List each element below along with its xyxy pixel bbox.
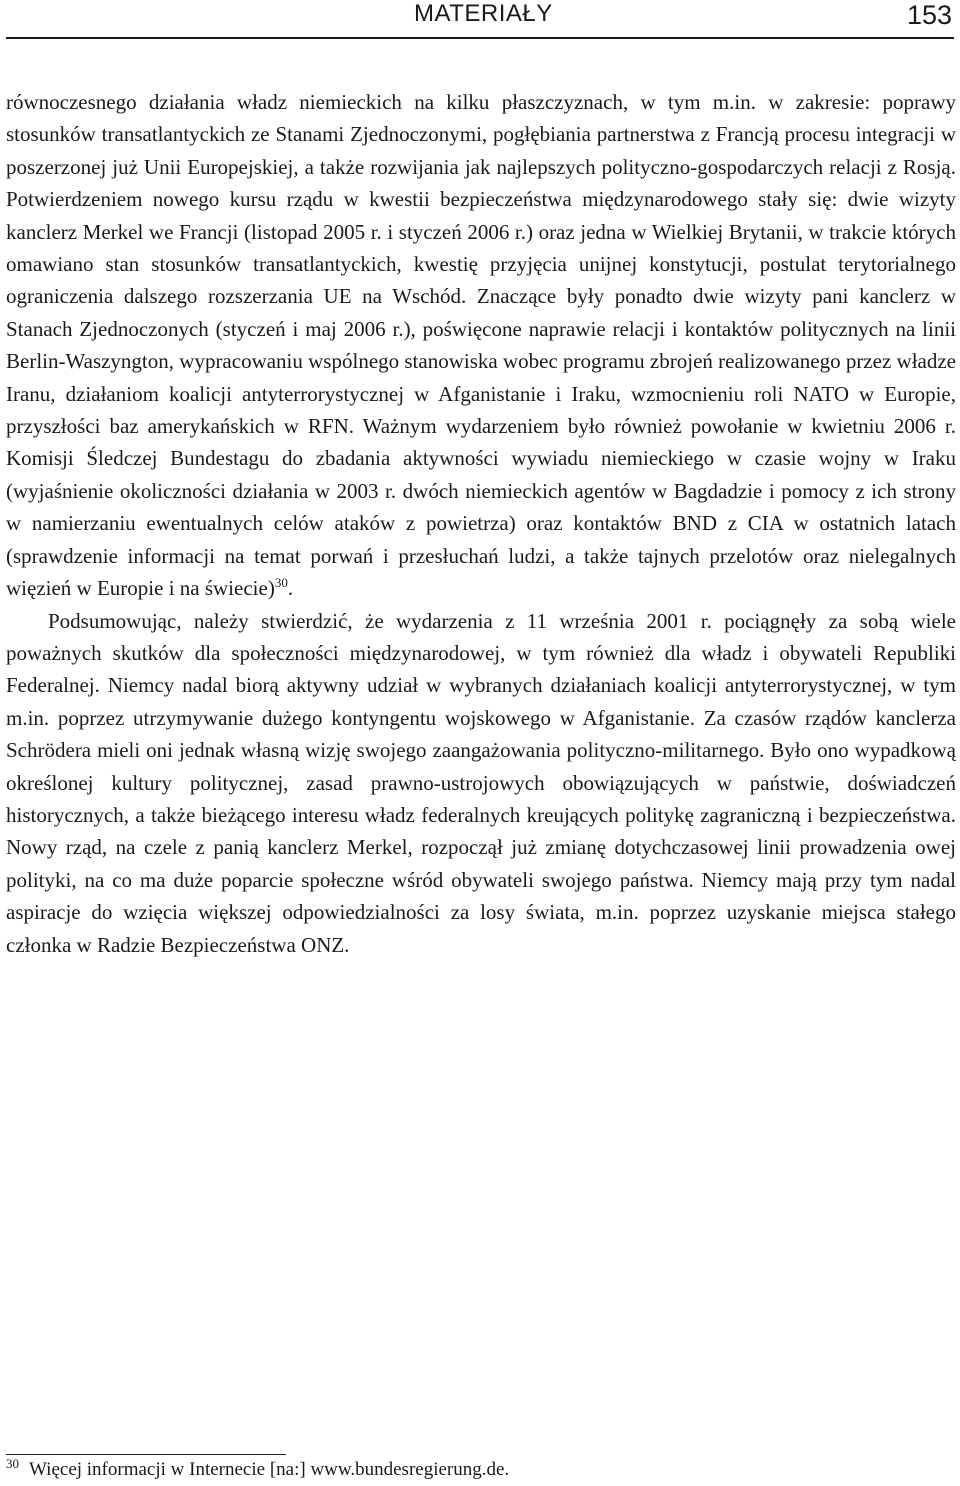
page-number: 153 [906, 0, 952, 30]
footnote-rule [6, 1454, 286, 1455]
body-text [6, 86, 956, 961]
paragraph-1-tail: . [287, 576, 294, 601]
footnote-reference[interactable]: 30 [274, 575, 288, 591]
footnote-text: Więcej informacji w Internecie [na:] www.bundesregierung.de. [29, 1459, 510, 1480]
paragraph-1 [6, 86, 956, 605]
paragraph-1-text: równoczesnego działania władz niemieckich na kilku płaszczyznach, w tym m.in. w zakresie: poprawy stosunków transatlantyckich ze Stanami Zjednoczonymi, pogłębiania partnerstwa z Francją procesu integracji w poszerzonej już Unii Europejskiej, a także rozwijania jak najlepszych polityczno-gospodarczych relacji z Rosją. Potwierdzeniem nowego kursu rządu w kwestii bezpieczeństwa międzynarodowego stały się: dwie wizyty kanclerz Merkel we Francji (listopad 2005 r. i styczeń 2006 r.) oraz jedna w Wielkiej Brytanii, w trakcie których omawiano stan stosunków transatlantyckich, kwestię przyjęcia unijnej konstytucji, postulat terytorialnego ograniczenia dalszego rozszerzania UE na Wschód. Znaczące były ponadto dwie wizyty pani kanclerz w Stanach Zjednoczonych (styczeń i maj 2006 r.), poświęcone naprawie relacji i kontaktów politycznych na linii Berlin-Waszyngton, wypracowaniu wspólnego stanowiska wobec programu zbrojeń realizowanego przez władze Iranu, działaniom koalicji antyterrorystycznej w Afganistanie i Iraku, wzmocnieniu roli NATO w Europie, przyszłości baz amerykańskich w RFN. Ważnym wydarzeniem było również powołanie w kwietniu 2006 r. Komisji Śledczej Bundestagu do zbadania aktywności wywiadu niemieckiego w czasie wojny w Iraku (wyjaśnienie okoliczności działania w 2003 r. dwóch niemieckich agentów w Bagdadzie i pomocy z ich strony w namierzaniu ewentualnych celów ataków z powietrza) oraz kontaktów BND z CIA w ostatnich latach (sprawdzenie informacji na temat porwań i przesłuchań ludzi, a także tajnych przelotów oraz nielegalnych więzień w Europie i na świecie) [6, 90, 956, 601]
footnote-number: 30 [6, 1455, 19, 1471]
paragraph-2: Podsumowując, należy stwierdzić, że wydarzenia z 11 września 2001 r. pociągnęły za sobą wiele poważnych skutków dla społeczności międzynarodowej, w tym również dla władz i obywateli Republiki Federalnej. Niemcy nadal biorą aktywny udział w wybranych działaniach koalicji antyterrorystycznej, w tym m.in. poprzez utrzymywanie dużego kontyngentu wojskowego w Afganistanie. Za czasów rządów kanclerza Schrödera mieli oni jednak własną wizję swojego zaangażowania polityczno-militarnego. Było ono wypadkową określonej kultury politycznej, zasad prawno-ustrojowych obowiązujących w państwie, doświadczeń historycznych, a także bieżącego interesu władz federalnych kreujących politykę zagraniczną i bezpieczeństwa. Nowy rząd, na czele z panią kanclerz Merkel, rozpoczął już zmianę dotychczasowej linii prowadzenia owej polityki, na co ma duże poparcie społeczne wśród obywateli swojego państwa. Niemcy mają przy tym nadal aspiracje do wzięcia większej odpowiedzialności za losy świata, m.in. poprzez uzyskanie miejsca stałego członka w Radzie Bezpieczeństwa ONZ. [6, 608, 956, 957]
page-header [0, 0, 960, 38]
footnote [6, 1455, 906, 1482]
header-rule [6, 37, 954, 39]
running-head-title: MATERIAŁY [414, 0, 553, 27]
